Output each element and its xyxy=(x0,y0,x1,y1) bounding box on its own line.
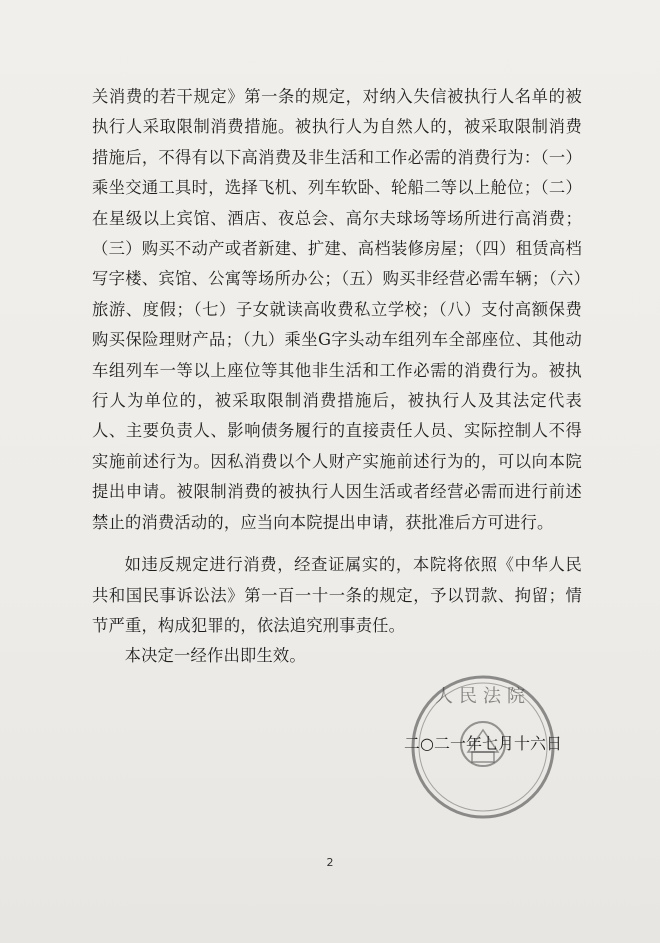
document-body xyxy=(92,82,582,672)
paragraph-penalty: 如违反规定进行消费，经查证属实的，本院将依照《中华人民共和国民事诉讼法》第一百一十一条的规定，予以罚款、拘留；情节严重，构成犯罪的，依法追究刑事责任。 xyxy=(92,555,582,635)
seal-text: 人民法院 xyxy=(435,686,531,707)
page-number: 2 xyxy=(326,856,334,869)
decision-date: 二○二一年七月十六日 xyxy=(404,734,562,753)
paragraph-effective: 本决定一经作出即生效。 xyxy=(124,646,306,666)
paragraph-restrictions: 关消费的若干规定》第一条的规定，对纳入失信被执行人名单的被执行人采取限制消费措施。被执行人为自然人的，被采取限制消费措施后，不得有以下高消费及非生活和工作必需的消费行为：（一）乘坐交通工具时，选择飞机、列车软卧、轮船二等以上舱位；（二）在星级以上宾馆、酒店、夜总会、高尔夫球场等场所进行高消费；（三）购买不动产或者新建、扩建、高档装修房屋；（四）租赁高档写字楼、宾馆、公寓等场所办公；（五）购买非经营必需车辆；（六）旅游、度假；（七）子女就读高收费私立学校；（八）支付高额保费购买保险理财产品；（九）乘坐G字头动车组列车全部座位、其他动车组列车一等以上座位等其他非生活和工作必需的消费行为。被执行人为单位的，被采取限制消费措施后，被执行人及其法定代表人、主要负责人、影响债务履行的直接责任人员、实际控制人不得实施前述行为。因私消费以个人财产实施前述行为的，可以向本院提出申请。被限制消费的被执行人因生活或者经营必需而进行前述禁止的消费活动的，应当向本院提出申请，获批准后方可进行。 xyxy=(92,87,582,532)
